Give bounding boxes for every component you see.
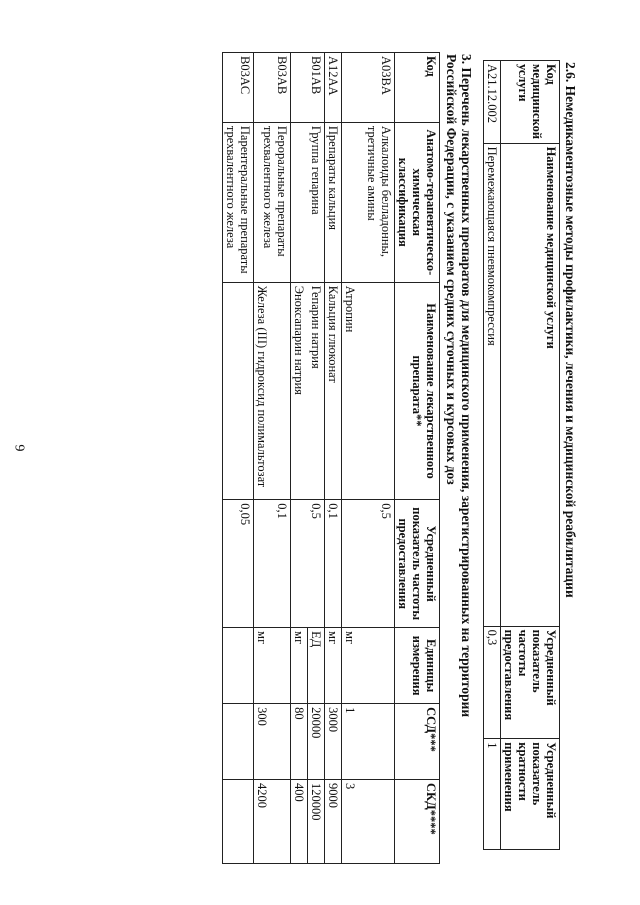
section-3-title-line-2: Российской Федерации, с указанием средних суточных и курсовых доз — [444, 54, 459, 485]
cell-frequency: 0,1 — [270, 500, 291, 628]
header-atc: Анатомо-терапевтическо-химическая классификация — [395, 122, 440, 282]
cell-drug-name: Кальция глюконат — [325, 282, 342, 500]
cell-drug-name: Атропин — [342, 282, 359, 500]
cell-skd: 120000 — [308, 780, 325, 864]
cell-frequency: 0,1 — [325, 500, 342, 628]
header-code: Код медицинской услуги — [501, 61, 560, 144]
cell-code: B03AB — [254, 53, 291, 123]
cell-atc: Алкалоиды белладонны, третичные амины — [342, 122, 395, 282]
header-frequency: Усредненный показатель частоты предоставления — [395, 500, 440, 628]
cell-frequency: 0,5 — [291, 500, 325, 628]
header-ssd: ССД*** — [395, 704, 440, 780]
header-frequency: Усредненный показатель частоты предоставления — [501, 626, 560, 739]
table-row — [358, 53, 395, 864]
table-row — [270, 53, 291, 864]
cell-code: B03AC — [223, 53, 254, 123]
cell-ssd: 1 — [342, 704, 359, 780]
header-multiplicity: Усредненный показатель кратности применения — [501, 739, 560, 850]
cell-code: B01AB — [291, 53, 325, 123]
section-3-title-line-1: 3. Перечень лекарственных препаратов для медицинского применения, зарегистрированных на территории — [459, 54, 474, 718]
cell-unit: мг — [325, 628, 342, 704]
cell-code: A03BA — [342, 53, 395, 123]
table-row — [223, 53, 254, 864]
header-skd: СКД**** — [395, 780, 440, 864]
cell-atc: Пероральные препараты трехвалентного железа — [254, 122, 291, 282]
cell-unit: мг — [291, 628, 308, 704]
cell-atc: Группа гепарина — [291, 122, 325, 282]
cell-code: A21.12.002 — [484, 61, 501, 144]
cell-atc: Парентеральные препараты трехвалентного железа — [223, 122, 254, 282]
table-row — [325, 53, 342, 864]
cell-skd: 9000 — [325, 780, 342, 864]
cell-multiplicity: 1 — [484, 739, 501, 850]
table-row — [308, 53, 325, 864]
cell-service-name: Перемежающаяся пневмокомпрессия — [484, 143, 501, 626]
cell-unit: мг — [342, 628, 359, 704]
cell-frequency: 0,3 — [484, 626, 501, 739]
cell-unit: ЕД — [308, 628, 325, 704]
cell-code: A12AA — [325, 53, 342, 123]
cell-skd: 4200 — [254, 780, 271, 864]
page-number: 6 — [13, 444, 29, 452]
cell-atc: Препараты кальция — [325, 122, 342, 282]
header-code: Код — [395, 53, 440, 123]
header-drug-name: Наименование лекарственного препарата** — [395, 282, 440, 500]
cell-drug-name: Эноксапарин натрия — [291, 282, 308, 500]
cell-ssd: 80 — [291, 704, 308, 780]
cell-ssd: 20000 — [308, 704, 325, 780]
cell-drug-name: Железа (III) гидроксид полимальтозат — [254, 282, 271, 500]
non-drug-methods-table — [483, 60, 560, 850]
table-row — [484, 61, 501, 850]
section-2-6-title: 2.6. Немедикаментозные методы профилактики, лечения и медицинской реабилитации — [563, 62, 578, 598]
header-unit: Единицы измерения — [395, 628, 440, 704]
cell-skd: 400 — [291, 780, 308, 864]
table-header-row — [395, 53, 440, 864]
drugs-table — [222, 52, 440, 864]
cell-unit: мг — [254, 628, 271, 704]
table-header-row — [501, 61, 560, 850]
header-service-name: Наименование медицинской услуги — [501, 143, 560, 626]
section-3-title — [444, 54, 474, 717]
cell-ssd: 3000 — [325, 704, 342, 780]
cell-frequency: 0,5 — [358, 500, 395, 628]
cell-drug-name: Гепарин натрия — [308, 282, 325, 500]
cell-skd: 3 — [342, 780, 359, 864]
cell-ssd: 300 — [254, 704, 271, 780]
cell-frequency: 0,05 — [223, 500, 254, 628]
